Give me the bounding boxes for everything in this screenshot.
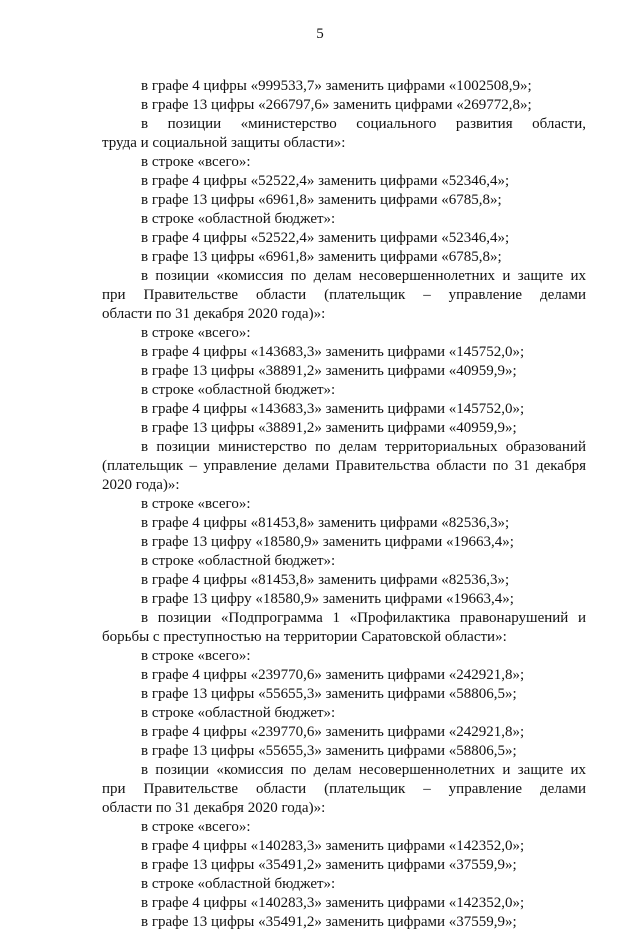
text-line: в графе 13 цифры «55655,3» заменить цифрами «58806,5»; — [141, 686, 517, 702]
text-line: в графе 13 цифры «38891,2» заменить цифрами «40959,9»; — [141, 363, 517, 379]
page-number: 5 — [316, 26, 324, 42]
text-line: 2020 года)»: — [102, 477, 180, 493]
text-line: в строке «областной бюджет»: — [141, 211, 336, 227]
text-line: в графе 13 цифры «35491,2» заменить цифрами «37559,9»; — [141, 914, 517, 930]
text-line: в графе 13 цифру «18580,9» заменить цифрами «19663,4»; — [141, 591, 514, 607]
text-line: при Правительстве области (плательщик – управление делами — [102, 781, 586, 797]
text-line: области по 31 декабря 2020 года)»: — [102, 800, 326, 816]
text-line: в графе 13 цифры «266797,6» заменить цифрами «269772,8»; — [141, 97, 532, 113]
text-line: в строке «всего»: — [141, 154, 251, 170]
text-line: в графе 4 цифры «239770,6» заменить цифрами «242921,8»; — [141, 667, 525, 683]
text-line: в строке «областной бюджет»: — [141, 876, 336, 892]
text-line: в позиции «комиссия по делам несовершеннолетних и защите их — [141, 268, 586, 284]
text-line: в строке «областной бюджет»: — [141, 382, 336, 398]
text-line: в строке «областной бюджет»: — [141, 553, 336, 569]
text-line: в графе 4 цифры «52522,4» заменить цифрами «52346,4»; — [141, 173, 510, 189]
text-line: в строке «всего»: — [141, 325, 251, 341]
text-line: в графе 4 цифры «81453,8» заменить цифрами «82536,3»; — [141, 515, 510, 531]
text-line: в графе 13 цифры «6961,8» заменить цифрами «6785,8»; — [141, 249, 502, 265]
text-line: в графе 4 цифры «140283,3» заменить цифрами «142352,0»; — [141, 838, 525, 854]
text-line: в строке «областной бюджет»: — [141, 705, 336, 721]
text-line: в позиции «Подпрограмма 1 «Профилактика правонарушений и — [141, 610, 586, 626]
text-line: в графе 4 цифры «140283,3» заменить цифрами «142352,0»; — [141, 895, 525, 911]
text-line: в графе 13 цифры «38891,2» заменить цифрами «40959,9»; — [141, 420, 517, 436]
text-line: в строке «всего»: — [141, 648, 251, 664]
text-line: (плательщик – управление делами Правительства области по 31 декабря — [102, 458, 586, 474]
text-line: в графе 13 цифры «35491,2» заменить цифрами «37559,9»; — [141, 857, 517, 873]
document-body — [102, 77, 586, 932]
text-line: в графе 4 цифры «143683,3» заменить цифрами «145752,0»; — [141, 401, 525, 417]
text-line: в графе 4 цифры «52522,4» заменить цифрами «52346,4»; — [141, 230, 510, 246]
text-line: в графе 13 цифры «6961,8» заменить цифрами «6785,8»; — [141, 192, 502, 208]
text-line: в строке «всего»: — [141, 819, 251, 835]
text-line: области по 31 декабря 2020 года)»: — [102, 306, 326, 322]
text-line: борьбы с преступностью на территории Саратовской области»: — [102, 629, 507, 645]
text-line: в графе 13 цифру «18580,9» заменить цифрами «19663,4»; — [141, 534, 514, 550]
text-line: в графе 4 цифры «81453,8» заменить цифрами «82536,3»; — [141, 572, 510, 588]
text-line: в графе 13 цифры «55655,3» заменить цифрами «58806,5»; — [141, 743, 517, 759]
text-line: в позиции «комиссия по делам несовершеннолетних и защите их — [141, 762, 586, 778]
text-line: в строке «всего»: — [141, 496, 251, 512]
text-line: в позиции министерство по делам территориальных образований — [141, 439, 586, 455]
text-line: в позиции «министерство социального развития области, — [141, 116, 586, 132]
text-line: в графе 4 цифры «999533,7» заменить цифрами «1002508,9»; — [141, 78, 532, 94]
text-line: в графе 4 цифры «239770,6» заменить цифрами «242921,8»; — [141, 724, 525, 740]
text-line: при Правительстве области (плательщик – управление делами — [102, 287, 586, 303]
text-line: в графе 4 цифры «143683,3» заменить цифрами «145752,0»; — [141, 344, 525, 360]
text-line: труда и социальной защиты области»: — [102, 135, 346, 151]
